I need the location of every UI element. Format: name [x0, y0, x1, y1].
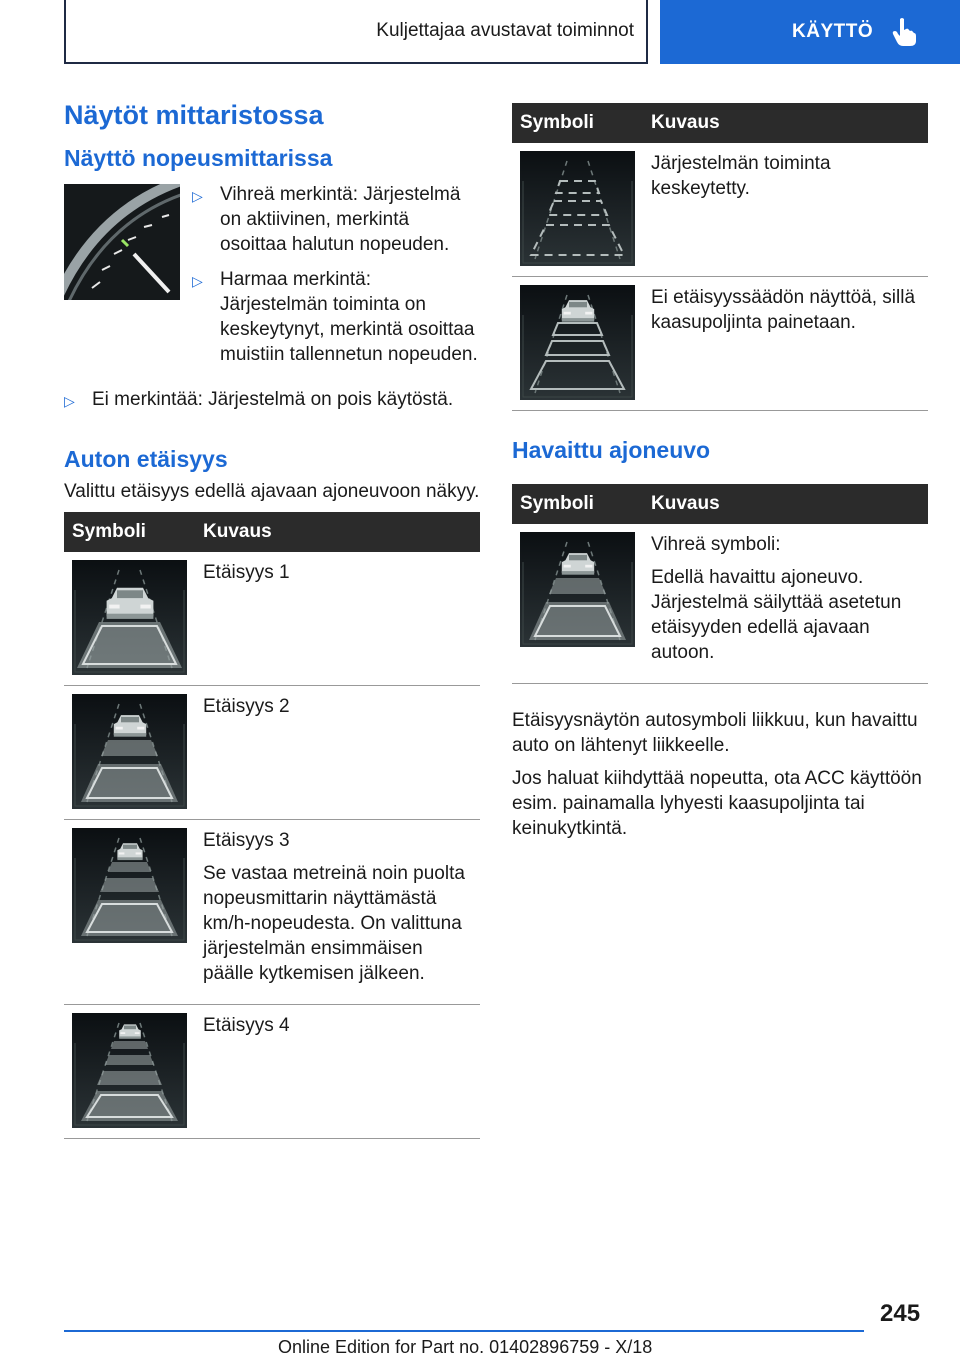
paragraph-accelerate: Jos haluat kiihdyttää nopeutta, ota ACC käyttöön esim. painamalla lyhyesti kaasupoljinta tai keinukytkintä.	[512, 768, 922, 839]
chapter-title: KÄYTTÖ	[792, 21, 874, 42]
row-desc: Järjestelmän toiminta keskeytetty.	[651, 153, 831, 199]
row-extra: Se vastaa metreinä noin puolta nopeusmittarin näyttämästä km/h-nopeudesta. On valittuna järjestelmän ensimmäisen päälle kytkemisen jälkeen.	[203, 863, 465, 984]
list-item	[192, 267, 480, 367]
detected-vehicle-image	[520, 532, 635, 647]
row-desc: Etäisyys 2	[203, 696, 290, 717]
table-header-row	[512, 103, 928, 143]
column-header-symbol: Symboli	[64, 512, 195, 552]
bullet-text: Vihreä merkintä: Järjestelmä on aktiivinen, merkintä osoittaa halutun nopeuden.	[220, 184, 461, 255]
triangle-bullet-icon: ▷	[192, 273, 203, 289]
pointing-hand-icon	[891, 17, 917, 47]
running-header-section	[64, 0, 648, 64]
table-header-row	[512, 484, 928, 524]
column-header-desc: Kuvaus	[195, 512, 480, 552]
distance-2-image	[72, 694, 187, 809]
table-row	[64, 1005, 480, 1139]
section-title: Kuljettajaa avustavat toiminnot	[376, 20, 634, 41]
row-desc-line1: Vihreä symboli:	[651, 534, 781, 555]
accelerator-pressed-image	[520, 285, 635, 400]
speed-display-heading: Näyttö nopeusmittarissa	[64, 145, 333, 171]
right-column	[512, 103, 928, 849]
table-row	[64, 552, 480, 686]
row-desc: Etäisyys 4	[203, 1015, 290, 1036]
table-row	[512, 143, 928, 277]
column-header-symbol: Symboli	[512, 103, 643, 143]
table-row	[512, 277, 928, 411]
row-desc: Ei etäisyyssäädön näyttöä, sillä kaasupoljinta painetaan.	[651, 287, 916, 333]
interrupted-image	[520, 151, 635, 266]
distance-table	[64, 512, 480, 1139]
column-header-symbol: Symboli	[512, 484, 643, 524]
list-item	[192, 182, 480, 257]
distance-intro: Valittu etäisyys edellä ajavaan ajoneuvoon näkyy.	[64, 481, 480, 502]
row-desc: Etäisyys 1	[203, 562, 290, 583]
column-header-desc: Kuvaus	[643, 103, 928, 143]
triangle-bullet-icon: ▷	[64, 393, 75, 409]
page-number: 245	[880, 1300, 921, 1327]
column-header-desc: Kuvaus	[643, 484, 928, 524]
distance-heading: Auton etäisyys	[64, 446, 228, 472]
distance-3-image	[72, 828, 187, 943]
paragraph-vehicle-moves: Etäisyysnäytön autosymboli liikkuu, kun havaittu auto on lähtenyt liikkeelle.	[512, 710, 918, 756]
detected-vehicle-table	[512, 484, 928, 684]
table-header-row	[64, 512, 480, 552]
row-desc: Etäisyys 3	[203, 830, 290, 851]
bullet-text: Harmaa merkintä: Järjestelmän toiminta on keskeytynyt, merkintä osoittaa muistiin tallennetun nopeuden.	[220, 269, 478, 365]
list-item	[64, 387, 480, 414]
left-column	[64, 100, 480, 1139]
bullet-text: Ei merkintää: Järjestelmä on pois käytöstä.	[92, 389, 454, 410]
speed-bullet-list	[192, 182, 480, 377]
distance-1-image	[72, 560, 187, 675]
running-header-chapter	[660, 0, 960, 64]
page-title: Näytöt mittaristossa	[64, 100, 324, 130]
distance-4-image	[72, 1013, 187, 1128]
table-row	[64, 686, 480, 820]
table-row	[512, 524, 928, 684]
table-row	[64, 820, 480, 1005]
speed-display-block	[64, 182, 480, 377]
edition-footer: Online Edition for Part no. 01402896759 - X/18	[278, 1337, 653, 1357]
triangle-bullet-icon: ▷	[192, 188, 203, 204]
row-desc-line2: Edellä havaittu ajoneuvo. Järjestelmä säilyttää asetetun etäisyyden edellä ajavaan autoon.	[651, 567, 902, 663]
footer-divider	[64, 1330, 864, 1332]
status-table	[512, 103, 928, 411]
detected-vehicle-heading: Havaittu ajoneuvo	[512, 437, 711, 463]
speedometer-image	[64, 184, 180, 300]
